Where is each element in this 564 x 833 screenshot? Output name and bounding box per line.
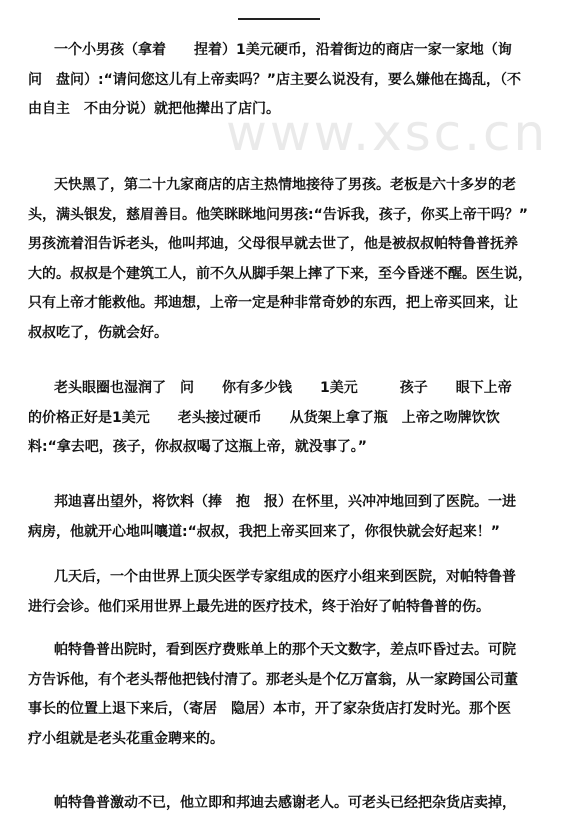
text-line: 老头眼圈也湿润了 问 你有多少钱 1美元 孩子 眼下上帝 bbox=[54, 380, 512, 396]
text-line: 叔叔吃了，伤就会好。 bbox=[28, 325, 168, 341]
watermark: www.xsc.cn bbox=[226, 104, 549, 162]
text-line: 只有上帝才能救他。邦迪想，上帝一定是种非常奇妙的东西，把上帝买回来，让 bbox=[28, 295, 518, 311]
text-line: 天快黑了，第二十九家商店的店主热情地接待了男孩。老板是六十多岁的老 bbox=[54, 177, 516, 193]
text-line: 头，满头银发，慈眉善目。他笑眯眯地问男孩:“告诉我，孩子，你买上帝干吗？” bbox=[28, 207, 528, 223]
text-line: 的价格正好是1美元 老头接过硬币 从货架上拿了瓶 上帝之吻牌饮饮 bbox=[28, 410, 500, 426]
text-line: 进行会诊。他们采用世界上最先进的医疗技术，终于治好了帕特鲁普的伤。 bbox=[28, 599, 490, 615]
text-line: 问 盘问）:“请问您这儿有上帝卖吗？”店主要么说没有，要么嫌他在捣乱，（不 bbox=[28, 72, 521, 88]
text-line: 几天后，一个由世界上顶尖医学专家组成的医疗小组来到医院，对帕特鲁普 bbox=[54, 569, 516, 585]
text-line: 帕特鲁普激动不已，他立即和邦迪去感谢老人。可老头已经把杂货店卖掉， bbox=[54, 795, 516, 811]
text-line: 大的。叔叔是个建筑工人，前不久从脚手架上摔了下来，至今昏迷不醒。医生说， bbox=[28, 266, 532, 282]
text-line: 一个小男孩（拿着 捏着）1美元硬币，沿着街边的商店一家一家地（询 bbox=[54, 42, 512, 58]
text-line: 事长的位置上退下来后，（寄居 隐居）本市，开了家杂货店打发时光。那个医 bbox=[28, 701, 511, 717]
text-line: 邦迪喜出望外，将饮料（捧 抱 报）在怀里，兴冲冲地回到了医院。一进 bbox=[54, 494, 516, 510]
text-line: 方告诉他，有个老头帮他把钱付清了。那老头是个亿万富翁，从一家跨国公司董 bbox=[28, 672, 518, 688]
header-rule bbox=[238, 18, 320, 20]
text-line: 男孩流着泪告诉老头，他叫邦迪，父母很早就去世了，他是被叔叔帕特鲁普抚养 bbox=[28, 236, 518, 252]
text-line: 由自主 不由分说）就把他撵出了店门。 bbox=[28, 101, 280, 117]
text-line: 疗小组就是老头花重金聘来的。 bbox=[28, 731, 224, 747]
text-line: 料:“拿去吧，孩子，你叔叔喝了这瓶上帝，就没事了。” bbox=[28, 439, 367, 455]
text-line: 病房，他就开心地叫嚷道:“叔叔，我把上帝买回来了，你很快就会好起来！” bbox=[28, 524, 500, 540]
text-line: 帕特鲁普出院时，看到医疗费账单上的那个天文数字，差点吓昏过去。可院 bbox=[54, 642, 516, 658]
